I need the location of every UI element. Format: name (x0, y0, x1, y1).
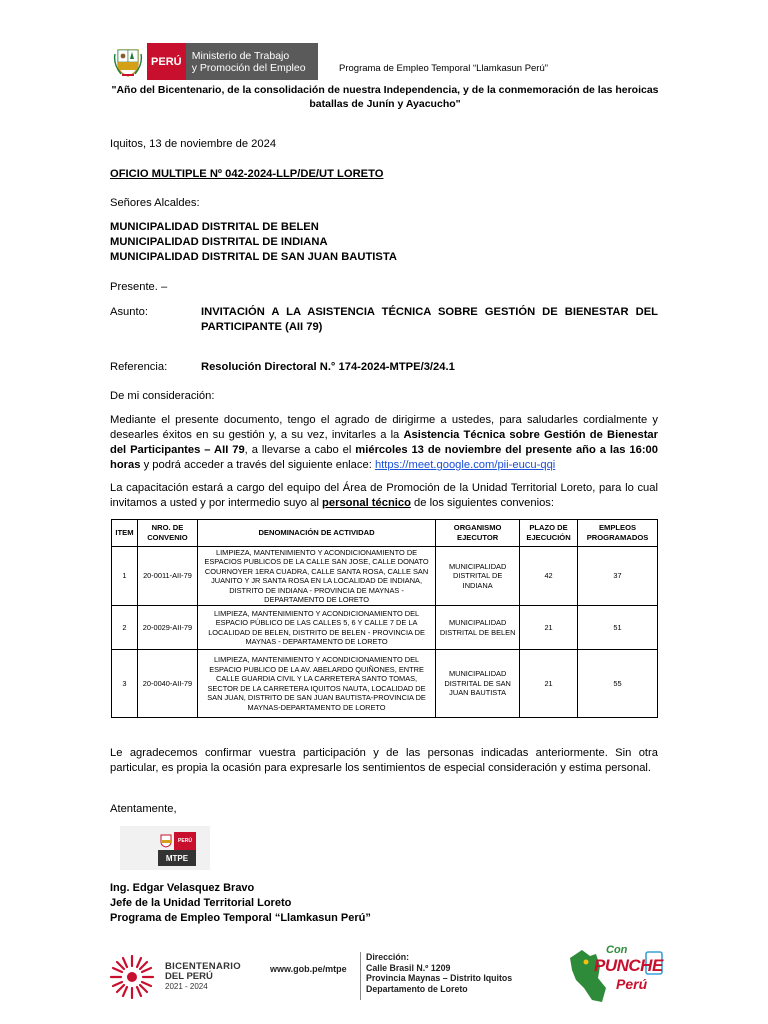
mtpe-stamp (158, 832, 196, 868)
cell-organismo: MUNICIPALIDAD DISTRITAL DE INDIANA (436, 547, 520, 606)
table-header-row (112, 520, 658, 547)
header-empleos: EMPLEOS PROGRAMADOS (578, 520, 658, 547)
p2-text-1: La capacitación estará a cargo del equipo del Área de Promoción de la Unidad Territorial Loreto, para lo cual invitamos a usted y por intermedio suyo al (110, 482, 658, 509)
cell-item: 3 (112, 650, 138, 718)
document-number: OFICIO MULTIPLE Nº 042-2024-LLP/DE/UT LORETO (110, 168, 384, 180)
cell-actividad: LIMPIEZA, MANTENIMIENTO Y ACONDICIONAMIENTO DEL ESPACIO PUBLICO DE LA AV. ABELARDO QUIÑONES, ENTRE CALLE GUARDIA CIVIL Y LA CARRETERA SANTO TOMAS, SECTOR DE LA CARRETERA IQUITOS NAUTA, LOCALIDAD DE SAN JUAN, DISTRITO DE SAN JUAN BAUTISTA-PROVINCIA DE MAYNAS-DEPARTAMENTO DE LORETO (197, 650, 435, 718)
recipient-3: MUNICIPALIDAD DISTRITAL DE SAN JUAN BAUTISTA (110, 251, 397, 263)
greeting: De mi consideración: (110, 390, 215, 402)
footer-divider (360, 952, 361, 1000)
p2-bold: personal técnico (322, 497, 411, 509)
asunto-line-1: INVITACIÓN A LA ASISTENCIA TÉCNICA SOBRE GESTIÓN DE BIENESTAR DEL (201, 306, 658, 318)
agreements-table (111, 519, 658, 718)
p1-text-3: y podrá acceder a través del siguiente enlace: (140, 459, 375, 471)
address-title: Dirección: (366, 952, 410, 962)
cell-organismo: MUNICIPALIDAD DISTRITAL DE SAN JUAN BAUTISTA (436, 650, 520, 718)
header-convenio: NRO. DE CONVENIO (137, 520, 197, 547)
training-paragraph (110, 481, 658, 511)
table-row (112, 650, 658, 718)
cell-organismo: MUNICIPALIDAD DISTRITAL DE BELEN (436, 606, 520, 650)
cell-actividad: LIMPIEZA, MANTENIMIENTO Y ACONDICIONAMIENTO DE ESPACIOS PUBLICOS DE LA CALLE SAN JOSE, CALLE DONATO COURNOYER 1ERA CUADRA, CALLE SANTA ROSA, CALLE SAN JUANITO Y JR SANTA ROSA EN LA LOCALIDAD DE INDIANA, DISTRITO DE INDIANA - PROVINCIA DE MAYNAS - DEPARTAMENTO DE LORETO (197, 547, 435, 606)
asunto-label: Asunto: (110, 306, 148, 318)
program-header: Programa de Empleo Temporal “Llamkasun Perú” (339, 63, 548, 74)
cell-empleos: 51 (578, 606, 658, 650)
peru-label: PERÚ (147, 43, 186, 80)
recipient-1: MUNICIPALIDAD DISTRITAL DE BELEN (110, 221, 319, 233)
cell-convenio: 20-0029-AII-79 (137, 606, 197, 650)
bicentenario-text (165, 962, 241, 992)
ministry-line-1: Ministerio de Trabajo (191, 49, 290, 62)
meet-link[interactable]: https://meet.google.com/pii-eucu-qqi (374, 459, 556, 471)
invitation-paragraph (110, 413, 658, 473)
coat-of-arms-icon (158, 832, 174, 850)
year-motto (110, 83, 660, 111)
address-line-1: Calle Brasil N.º 1209 (366, 962, 451, 973)
stamp-peru-label: PERÚ (174, 832, 196, 850)
sign-off: Atentamente, (110, 803, 177, 815)
con-punche-peru-logo (562, 944, 672, 1010)
year-motto-line-2: batallas de Junín y Ayacucho" (309, 98, 461, 110)
bicentenario-line-2: DEL PERÚ (165, 971, 213, 982)
cell-plazo: 21 (520, 606, 578, 650)
asunto-text (201, 305, 658, 335)
signer-program: Programa de Empleo Temporal “Llamkasun Perú” (110, 912, 371, 924)
referencia-text: Resolución Directoral N.° 174-2024-MTPE/3/24.1 (201, 361, 455, 373)
header-actividad: DENOMINACIÓN DE ACTIVIDAD (197, 520, 435, 547)
p1-bold-1: Asistencia Técnica sobre Gestión de Bienestar del Participantes – AII 79 (110, 429, 658, 456)
presente: Presente. – (110, 281, 168, 293)
salutation: Señores Alcaldes: (110, 197, 200, 209)
bicentenario-line-3: 2021 - 2024 (165, 982, 208, 991)
cell-plazo: 21 (520, 650, 578, 718)
closing-paragraph: Le agradecemos confirmar vuestra participación y de las personas indicadas anteriormente. Sin otra particular, es propia la ocasión para expresarle los sentimientos de especial consideración y estima personal. (110, 747, 658, 774)
cell-actividad: LIMPIEZA, MANTENIMIENTO Y ACONDICIONAMIENTO DEL ESPACIO PÚBLICO DE LAS CALLES 5, 6 Y CALLE 7 DE LA LOCALIDAD DE BELEN, DISTRITO DE BELEN - PROVINCIA DE MAYNAS - DEPARTAMENTO DE LORETO (197, 606, 435, 650)
cell-plazo: 42 (520, 547, 578, 606)
cell-convenio: 20-0011-AII-79 (137, 547, 197, 606)
coat-of-arms-icon (110, 43, 147, 80)
address-block (366, 952, 512, 994)
signer-name: Ing. Edgar Velasquez Bravo (110, 882, 255, 894)
punche-peru: Perú (616, 976, 648, 992)
p1-text-1: Mediante el presente documento, tengo el agrado de dirigirme a ustedes, para saludarles cordialmente y desearles éxitos en su gestión y, a su vez, invitarles a la (110, 414, 658, 441)
p2-text-2: de los siguientes convenios: (410, 497, 554, 509)
asunto-line-2: PARTICIPANTE (AII 79) (201, 321, 323, 333)
address-line-2: Provincia Maynas – Distrito Iquitos (366, 973, 513, 983)
cell-item: 2 (112, 606, 138, 650)
stamp-mtpe-label: MTPE (158, 850, 196, 866)
cell-convenio: 20-0040-AII-79 (137, 650, 197, 718)
recipient-list (110, 220, 397, 265)
p1-text-2: , a llevarse a cabo el (244, 444, 356, 456)
recipient-2: MUNICIPALIDAD DISTRITAL DE INDIANA (110, 236, 328, 248)
ministry-logo (110, 43, 318, 80)
table-row (112, 606, 658, 650)
punche-word: PUNCHE (594, 956, 663, 975)
ministry-line-2: y Promoción del Empleo (191, 61, 306, 74)
place-date: Iquitos, 13 de noviembre de 2024 (110, 138, 277, 150)
bicentenario-icon (108, 953, 156, 1001)
website-link[interactable]: www.gob.pe/mtpe (270, 964, 347, 974)
table-row (112, 547, 658, 606)
year-motto-line-1: "Año del Bicentenario, de la consolidación de nuestra Independencia, y de la conmemoración de las heroicas (111, 84, 659, 96)
cell-empleos: 55 (578, 650, 658, 718)
cell-item: 1 (112, 547, 138, 606)
signature-block (110, 881, 371, 926)
signer-role: Jefe de la Unidad Territorial Loreto (110, 897, 292, 909)
header-item: ITEM (112, 520, 138, 547)
cell-empleos: 37 (578, 547, 658, 606)
header-plazo: PLAZO DE EJECUCIÓN (520, 520, 578, 547)
referencia-label: Referencia: (110, 361, 168, 373)
p1-bold-2: miércoles 13 de noviembre del presente año a las 16:00 horas (110, 444, 659, 471)
punche-con: Con (606, 944, 628, 956)
header-organismo: ORGANISMO EJECUTOR (436, 520, 520, 547)
ministry-name (186, 43, 318, 80)
address-line-3: Departamento de Loreto (366, 983, 468, 994)
bicentenario-line-1: BICENTENARIO (165, 961, 241, 972)
